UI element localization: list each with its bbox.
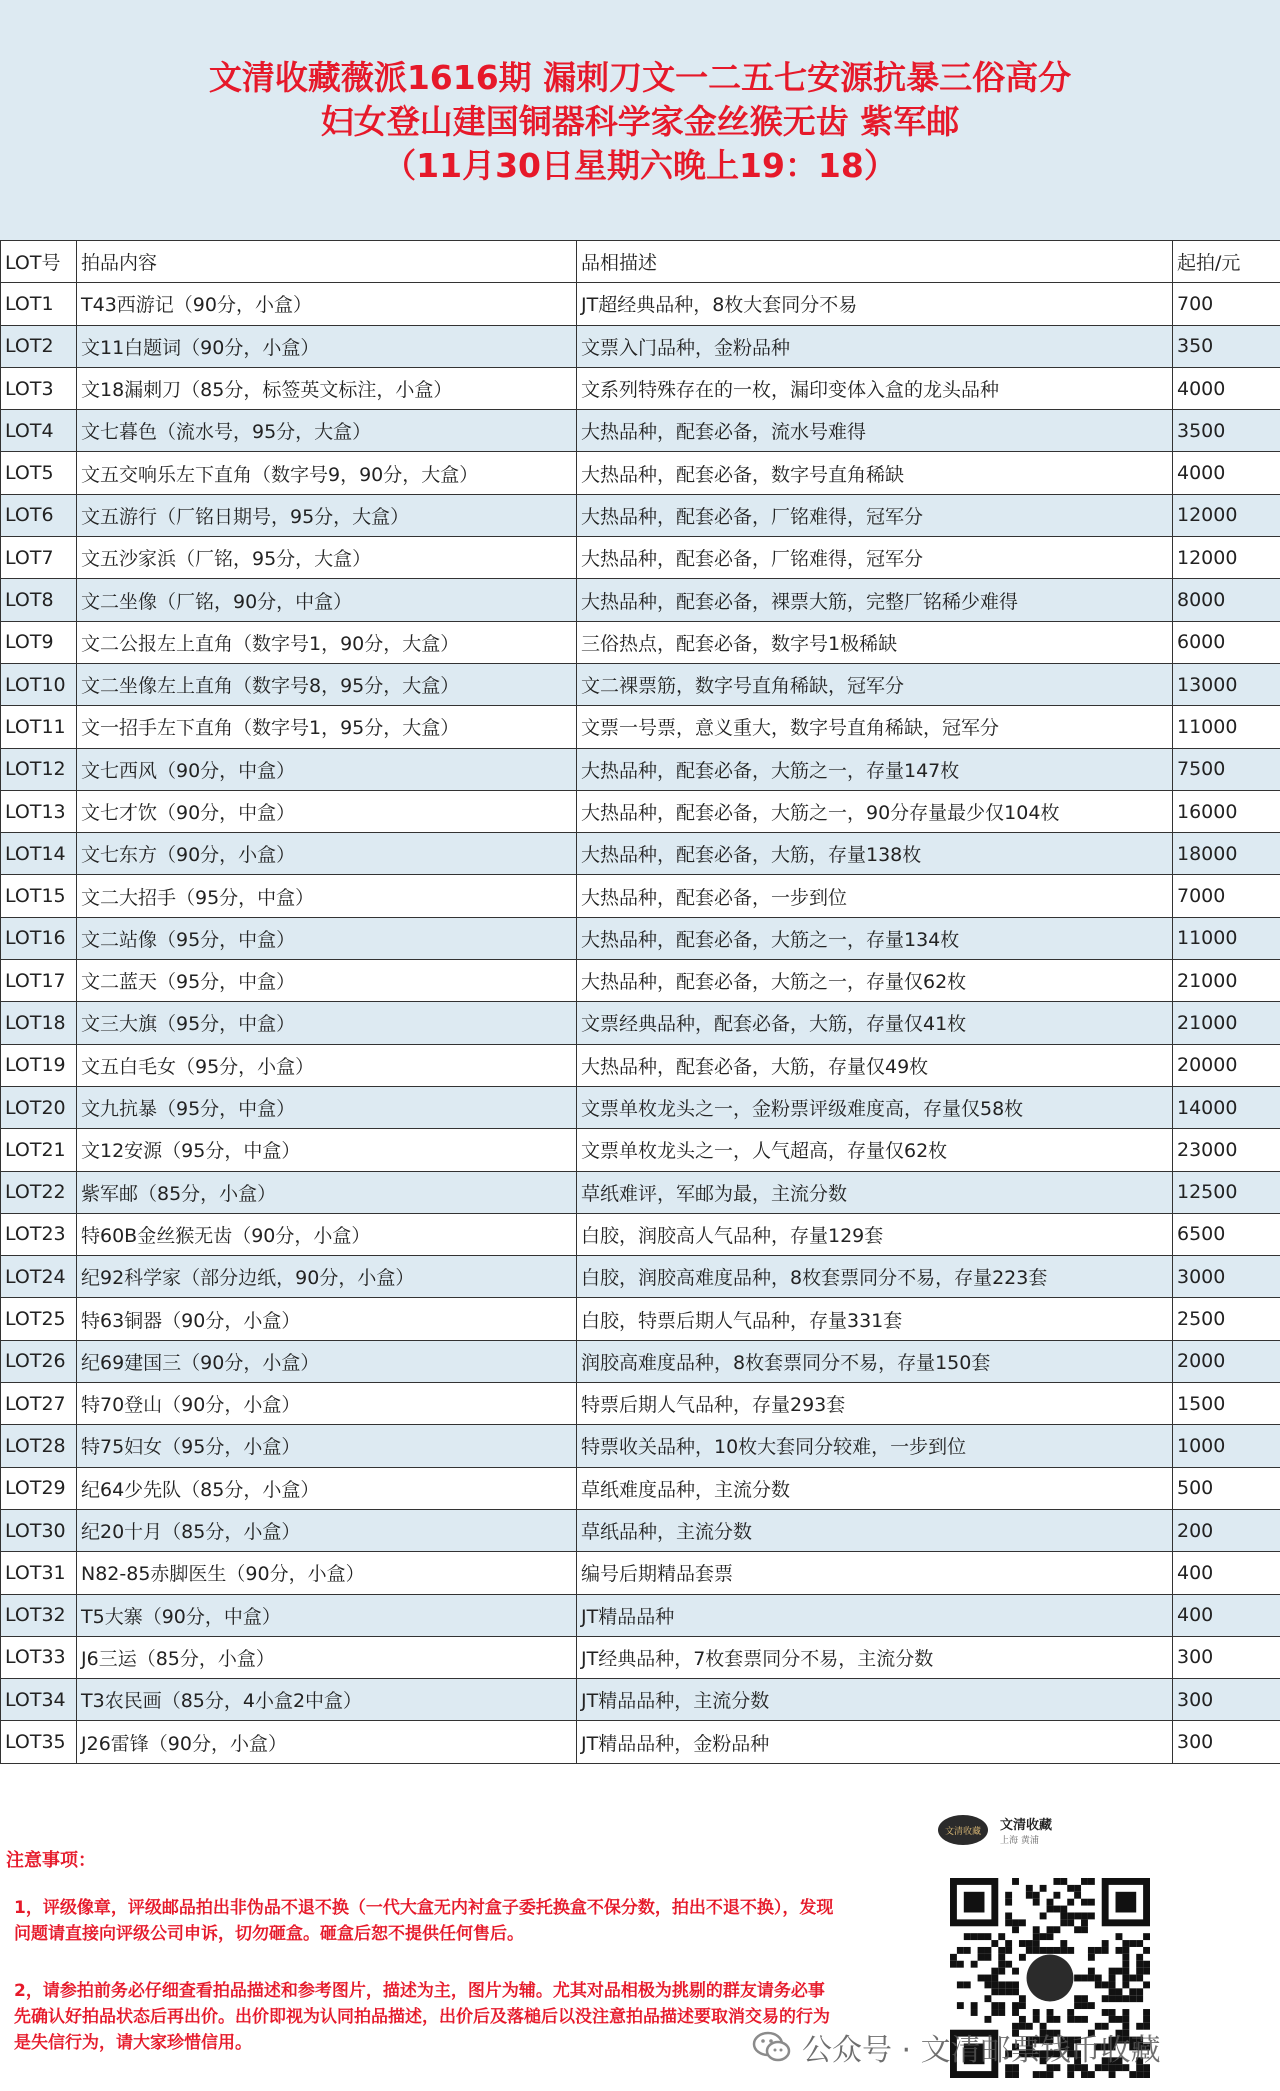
col-header-lot: LOT号: [1, 241, 77, 283]
lot-number-cell: LOT20: [1, 1086, 77, 1128]
page-title-date: （11月30日星期六晚上19：18）: [383, 146, 897, 185]
lot-content-cell: 文五游行（厂铭日期号，95分，大盒）: [77, 494, 577, 536]
lot-condition-cell: 文票入门品种，金粉品种: [577, 325, 1173, 367]
table-row: [1, 833, 1280, 875]
lot-content-cell: 特70登山（90分，小盒）: [77, 1383, 577, 1425]
lot-condition-cell: 大热品种，配套必备，大筋之一，存量147枚: [577, 748, 1173, 790]
lot-start-price-cell: 12000: [1173, 537, 1280, 579]
lot-content-cell: 文18漏刺刀（85分，标签英文标注，小盒）: [77, 367, 577, 409]
lot-content-cell: T5大寨（90分，中盒）: [77, 1594, 577, 1636]
watermark-text: 公众号 · 文清邮票钱币收藏: [802, 2033, 1161, 2068]
lot-content-cell: 文二坐像左上直角（数字号8，95分，大盒）: [77, 663, 577, 705]
lot-start-price-cell: 3000: [1173, 1256, 1280, 1298]
lot-start-price-cell: 350: [1173, 325, 1280, 367]
table-row: [1, 790, 1280, 832]
table-row: [1, 494, 1280, 536]
table-row: [1, 283, 1280, 325]
lot-condition-cell: 文票单枚龙头之一，人气超高，存量仅62枚: [577, 1129, 1173, 1171]
lot-content-cell: 纪92科学家（部分边纸，90分，小盒）: [77, 1256, 577, 1298]
table-row: [1, 706, 1280, 748]
lot-start-price-cell: 200: [1173, 1509, 1280, 1551]
table-row: [1, 1679, 1280, 1721]
lot-condition-cell: JT精品品种，金粉品种: [577, 1721, 1173, 1763]
table-row: [1, 1721, 1280, 1763]
lot-content-cell: 特60B金丝猴无齿（90分，小盒）: [77, 1213, 577, 1255]
lot-condition-cell: 文票单枚龙头之一，金粉票评级难度高，存量仅58枚: [577, 1086, 1173, 1128]
lot-content-cell: 特75妇女（95分，小盒）: [77, 1425, 577, 1467]
table-row: [1, 1298, 1280, 1340]
lot-start-price-cell: 12500: [1173, 1171, 1280, 1213]
lot-content-cell: 文一招手左下直角（数字号1，95分，大盒）: [77, 706, 577, 748]
lot-number-cell: LOT12: [1, 748, 77, 790]
col-header-content: 拍品内容: [77, 241, 577, 283]
lot-number-cell: LOT32: [1, 1594, 77, 1636]
lot-start-price-cell: 7000: [1173, 875, 1280, 917]
lot-condition-cell: JT精品品种: [577, 1594, 1173, 1636]
lot-condition-cell: 大热品种，配套必备，一步到位: [577, 875, 1173, 917]
lot-condition-cell: 文票经典品种，配套必备，大筋，存量仅41枚: [577, 1002, 1173, 1044]
wechat-icon: [752, 2030, 792, 2064]
lot-condition-cell: 大热品种，配套必备，大筋，存量仅49枚: [577, 1044, 1173, 1086]
lot-number-cell: LOT1: [1, 283, 77, 325]
table-row: [1, 367, 1280, 409]
table-row: [1, 537, 1280, 579]
lot-start-price-cell: 500: [1173, 1467, 1280, 1509]
table-row: [1, 1044, 1280, 1086]
note-item-1: 1，评级像章，评级邮品拍出非伪品不退不换（一代大盒无内衬盒子委托换盒不保分数，拍出不退不换），发现问题请直接向评级公司申诉，切勿砸盒。砸盒后恕不提供任何售后。: [14, 1898, 834, 1944]
table-row: [1, 1636, 1280, 1678]
lot-content-cell: 紫军邮（85分，小盒）: [77, 1171, 577, 1213]
lot-condition-cell: 润胶高难度品种，8枚套票同分不易，存量150套: [577, 1340, 1173, 1382]
table-row: [1, 1425, 1280, 1467]
lot-number-cell: LOT22: [1, 1171, 77, 1213]
lot-condition-cell: 大热品种，配套必备，大筋，存量138枚: [577, 833, 1173, 875]
lot-number-cell: LOT27: [1, 1383, 77, 1425]
table-row: [1, 325, 1280, 367]
lot-content-cell: 文三大旗（95分，中盒）: [77, 1002, 577, 1044]
lot-number-cell: LOT10: [1, 663, 77, 705]
col-header-start-price: 起拍/元: [1173, 241, 1280, 283]
lot-number-cell: LOT15: [1, 875, 77, 917]
lot-start-price-cell: 300: [1173, 1679, 1280, 1721]
lot-number-cell: LOT4: [1, 410, 77, 452]
lot-condition-cell: 大热品种，配套必备，大筋之一，存量仅62枚: [577, 960, 1173, 1002]
lot-content-cell: T3农民画（85分，4小盒2中盒）: [77, 1679, 577, 1721]
lot-condition-cell: 草纸难评，军邮为最，主流分数: [577, 1171, 1173, 1213]
lot-number-cell: LOT6: [1, 494, 77, 536]
brand-name: 文清收藏: [1000, 1818, 1053, 1833]
lot-condition-cell: 大热品种，配套必备，厂铭难得，冠军分: [577, 537, 1173, 579]
table-row: [1, 1256, 1280, 1298]
lot-condition-cell: 大热品种，配套必备，厂铭难得，冠军分: [577, 494, 1173, 536]
lot-condition-cell: 文二裸票筋，数字号直角稀缺，冠军分: [577, 663, 1173, 705]
lot-content-cell: 文二大招手（95分，中盒）: [77, 875, 577, 917]
lot-number-cell: LOT16: [1, 917, 77, 959]
lot-start-price-cell: 400: [1173, 1552, 1280, 1594]
table-row: [1, 748, 1280, 790]
lot-number-cell: LOT18: [1, 1002, 77, 1044]
lot-content-cell: J6三运（85分，小盒）: [77, 1636, 577, 1678]
table-row: [1, 1129, 1280, 1171]
lot-start-price-cell: 20000: [1173, 1044, 1280, 1086]
table-header-row: [1, 241, 1280, 283]
lot-condition-cell: 草纸难度品种，主流分数: [577, 1467, 1173, 1509]
qr-brand-row: [938, 1810, 1168, 1850]
lot-number-cell: LOT11: [1, 706, 77, 748]
table-row: [1, 410, 1280, 452]
lot-condition-cell: 草纸品种，主流分数: [577, 1509, 1173, 1551]
lot-condition-cell: 大热品种，配套必备，大筋之一，存量134枚: [577, 917, 1173, 959]
lot-number-cell: LOT21: [1, 1129, 77, 1171]
lot-condition-cell: 文票一号票，意义重大，数字号直角稀缺，冠军分: [577, 706, 1173, 748]
brand-location: 上海 黄浦: [1000, 1836, 1039, 1846]
lot-number-cell: LOT17: [1, 960, 77, 1002]
lot-condition-cell: 文系列特殊存在的一枚，漏印变体入盒的龙头品种: [577, 367, 1173, 409]
lot-number-cell: LOT25: [1, 1298, 77, 1340]
lot-condition-cell: 大热品种，配套必备，数字号直角稀缺: [577, 452, 1173, 494]
table-row: [1, 663, 1280, 705]
lot-content-cell: 文五白毛女（95分，小盒）: [77, 1044, 577, 1086]
table-row: [1, 452, 1280, 494]
lot-number-cell: LOT8: [1, 579, 77, 621]
lot-start-price-cell: 11000: [1173, 706, 1280, 748]
table-row: [1, 1552, 1280, 1594]
lot-condition-cell: 三俗热点，配套必备，数字号1极稀缺: [577, 621, 1173, 663]
table-row: [1, 1002, 1280, 1044]
table-row: [1, 917, 1280, 959]
lot-content-cell: 文七才饮（90分，中盒）: [77, 790, 577, 832]
lot-table-body: [1, 283, 1280, 1763]
lot-start-price-cell: 21000: [1173, 960, 1280, 1002]
lot-start-price-cell: 21000: [1173, 1002, 1280, 1044]
table-row: [1, 960, 1280, 1002]
lot-content-cell: 文11白题词（90分，小盒）: [77, 325, 577, 367]
lot-start-price-cell: 23000: [1173, 1129, 1280, 1171]
lot-content-cell: 文五交响乐左下直角（数字号9，90分，大盒）: [77, 452, 577, 494]
lot-start-price-cell: 3500: [1173, 410, 1280, 452]
lot-start-price-cell: 1000: [1173, 1425, 1280, 1467]
lot-content-cell: 文二站像（95分，中盒）: [77, 917, 577, 959]
lot-content-cell: 文七东方（90分，小盒）: [77, 833, 577, 875]
table-row: [1, 1213, 1280, 1255]
lot-start-price-cell: 14000: [1173, 1086, 1280, 1128]
lot-start-price-cell: 2500: [1173, 1298, 1280, 1340]
lot-content-cell: 文12安源（95分，中盒）: [77, 1129, 577, 1171]
lot-start-price-cell: 4000: [1173, 367, 1280, 409]
table-row: [1, 1594, 1280, 1636]
lot-condition-cell: 特票后期人气品种，存量293套: [577, 1383, 1173, 1425]
lot-number-cell: LOT29: [1, 1467, 77, 1509]
lot-number-cell: LOT2: [1, 325, 77, 367]
lot-content-cell: 纪69建国三（90分，小盒）: [77, 1340, 577, 1382]
qr-card: [938, 1810, 1168, 1850]
col-header-condition: 品相描述: [577, 241, 1173, 283]
lot-condition-cell: JT精品品种，主流分数: [577, 1679, 1173, 1721]
lot-content-cell: J26雷锋（90分，小盒）: [77, 1721, 577, 1763]
lot-condition-cell: 白胶，特票后期人气品种，存量331套: [577, 1298, 1173, 1340]
lot-condition-cell: 白胶，润胶高人气品种，存量129套: [577, 1213, 1173, 1255]
lot-number-cell: LOT30: [1, 1509, 77, 1551]
brand-logo: 文清收藏: [938, 1815, 988, 1845]
lot-content-cell: 文五沙家浜（厂铭，95分，大盒）: [77, 537, 577, 579]
lot-number-cell: LOT19: [1, 1044, 77, 1086]
lot-condition-cell: 白胶，润胶高难度品种，8枚套票同分不易，存量223套: [577, 1256, 1173, 1298]
lot-number-cell: LOT24: [1, 1256, 77, 1298]
lot-content-cell: 文七西风（90分，中盒）: [77, 748, 577, 790]
lot-number-cell: LOT7: [1, 537, 77, 579]
lot-number-cell: LOT26: [1, 1340, 77, 1382]
note-item-2: 2，请参拍前务必仔细查看拍品描述和参考图片，描述为主，图片为辅。尤其对品相极为挑剔的群友请务必事先确认好拍品状态后再出价。出价即视为认同拍品描述，出价后及落槌后以没注意拍品描述要取消交易的行为是失信行为，请大家珍惜信用。: [14, 1981, 830, 2053]
table-row: [1, 1383, 1280, 1425]
page-header: [0, 0, 1280, 240]
notes-title: 注意事项：: [6, 1850, 96, 1871]
lot-table: [0, 240, 1280, 1764]
table-row: [1, 1171, 1280, 1213]
lot-start-price-cell: 300: [1173, 1636, 1280, 1678]
lot-content-cell: N82-85赤脚医生（90分，小盒）: [77, 1552, 577, 1594]
table-row: [1, 1340, 1280, 1382]
lot-start-price-cell: 6500: [1173, 1213, 1280, 1255]
lot-number-cell: LOT13: [1, 790, 77, 832]
lot-start-price-cell: 11000: [1173, 917, 1280, 959]
table-row: [1, 1086, 1280, 1128]
page-title-line-2: 妇女登山建国铜器科学家金丝猴无齿 紫军邮: [320, 102, 960, 141]
lot-start-price-cell: 8000: [1173, 579, 1280, 621]
lot-condition-cell: 特票收关品种，10枚大套同分较难，一步到位: [577, 1425, 1173, 1467]
lot-condition-cell: 大热品种，配套必备，大筋之一，90分存量最少仅104枚: [577, 790, 1173, 832]
lot-content-cell: 纪20十月（85分，小盒）: [77, 1509, 577, 1551]
lot-content-cell: 文二公报左上直角（数字号1，90分，大盒）: [77, 621, 577, 663]
lot-number-cell: LOT35: [1, 1721, 77, 1763]
lot-start-price-cell: 16000: [1173, 790, 1280, 832]
lot-start-price-cell: 400: [1173, 1594, 1280, 1636]
lot-start-price-cell: 300: [1173, 1721, 1280, 1763]
lot-number-cell: LOT33: [1, 1636, 77, 1678]
lot-condition-cell: JT经典品种，7枚套票同分不易，主流分数: [577, 1636, 1173, 1678]
wechat-watermark: [752, 2025, 1161, 2069]
lot-start-price-cell: 2000: [1173, 1340, 1280, 1382]
table-row: [1, 1509, 1280, 1551]
lot-content-cell: 特63铜器（90分，小盒）: [77, 1298, 577, 1340]
lot-number-cell: LOT14: [1, 833, 77, 875]
lot-start-price-cell: 18000: [1173, 833, 1280, 875]
lot-content-cell: 文七暮色（流水号，95分，大盒）: [77, 410, 577, 452]
table-row: [1, 621, 1280, 663]
notes-section: [0, 1800, 1280, 2091]
lot-number-cell: LOT3: [1, 367, 77, 409]
lot-condition-cell: 编号后期精品套票: [577, 1552, 1173, 1594]
table-row: [1, 579, 1280, 621]
lot-content-cell: T43西游记（90分，小盒）: [77, 283, 577, 325]
lot-start-price-cell: 13000: [1173, 663, 1280, 705]
lot-number-cell: LOT23: [1, 1213, 77, 1255]
lot-content-cell: 纪64少先队（85分，小盒）: [77, 1467, 577, 1509]
table-row: [1, 1467, 1280, 1509]
lot-start-price-cell: 700: [1173, 283, 1280, 325]
lot-number-cell: LOT5: [1, 452, 77, 494]
lot-condition-cell: JT超经典品种，8枚大套同分不易: [577, 283, 1173, 325]
lot-start-price-cell: 4000: [1173, 452, 1280, 494]
table-row: [1, 875, 1280, 917]
lot-start-price-cell: 6000: [1173, 621, 1280, 663]
lot-start-price-cell: 7500: [1173, 748, 1280, 790]
lot-number-cell: LOT9: [1, 621, 77, 663]
lot-start-price-cell: 12000: [1173, 494, 1280, 536]
lot-number-cell: LOT34: [1, 1679, 77, 1721]
lot-number-cell: LOT28: [1, 1425, 77, 1467]
lot-condition-cell: 大热品种，配套必备，裸票大筋，完整厂铭稀少难得: [577, 579, 1173, 621]
lot-content-cell: 文二蓝天（95分，中盒）: [77, 960, 577, 1002]
lot-number-cell: LOT31: [1, 1552, 77, 1594]
page-title-line-1: 文清收藏薇派1616期 漏刺刀文一二五七安源抗暴三俗高分: [208, 58, 1072, 97]
lot-content-cell: 文二坐像（厂铭，90分，中盒）: [77, 579, 577, 621]
lot-condition-cell: 大热品种，配套必备，流水号难得: [577, 410, 1173, 452]
lot-start-price-cell: 1500: [1173, 1383, 1280, 1425]
lot-content-cell: 文九抗暴（95分，中盒）: [77, 1086, 577, 1128]
